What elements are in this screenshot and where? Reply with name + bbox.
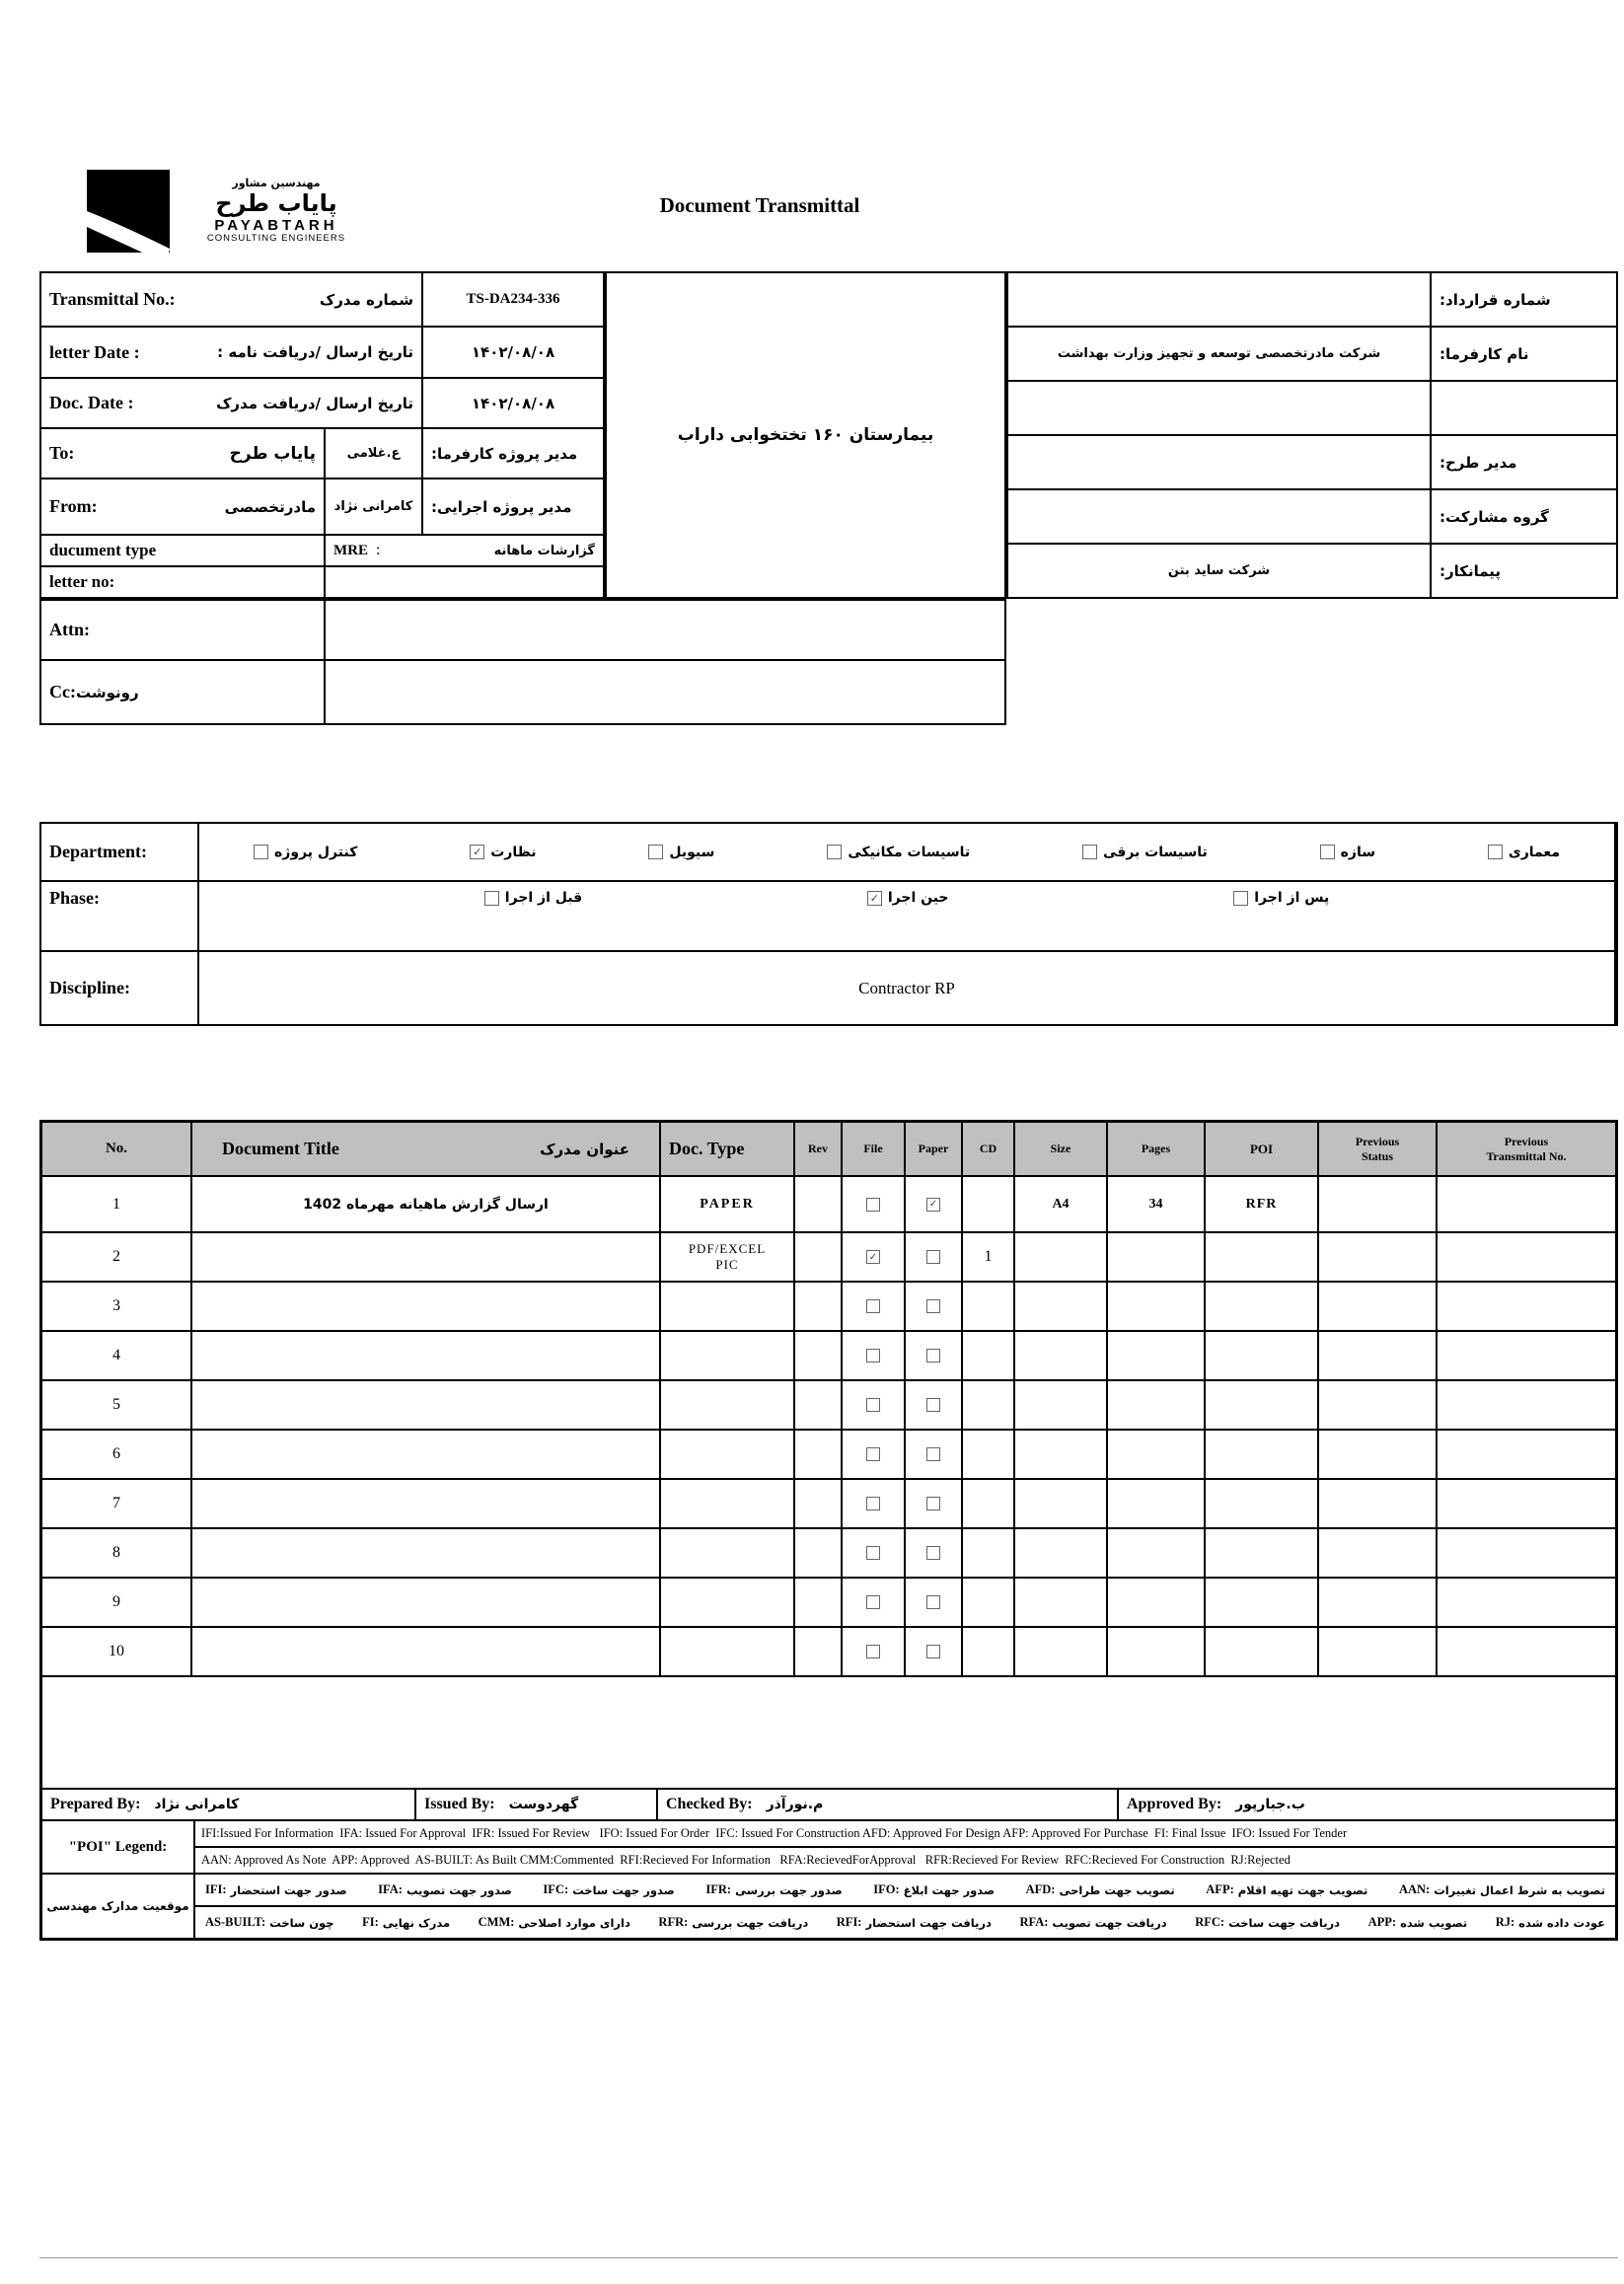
phase-option-after: پس از اجرا bbox=[1233, 890, 1329, 906]
contract-no-row bbox=[1008, 273, 1616, 326]
doc-date-value: ۱۴۰۲/۰۸/۰۸ bbox=[423, 379, 603, 427]
cc-row bbox=[41, 661, 1004, 723]
contractor-row bbox=[1008, 545, 1616, 597]
blank-label bbox=[1432, 382, 1616, 434]
header-rev: Rev bbox=[795, 1123, 841, 1175]
paper-checkbox[interactable] bbox=[926, 1398, 940, 1412]
dept-option-civil: سیویل bbox=[648, 845, 714, 860]
attn-cc-table bbox=[39, 599, 1006, 725]
page-footer-rule bbox=[39, 2257, 1618, 2258]
poi-legend-line1: IFI:Issued For Information IFA: Issued For Approval IFR: Issued For Review IFO: Issued For Order IFC: Issued For Construction AFD: Approved For Design AFP: Approved For Purchase FI: Final Issue IFO: Issued For Tender bbox=[195, 1821, 1615, 1846]
paper-checkbox[interactable] bbox=[926, 1349, 940, 1363]
doc-date-row bbox=[41, 379, 603, 427]
doc-row-4: 4 bbox=[42, 1332, 1615, 1379]
dept-checkbox-memari[interactable] bbox=[1488, 845, 1503, 859]
file-checkbox[interactable] bbox=[866, 1546, 880, 1560]
blank-row bbox=[1008, 382, 1616, 434]
header-size: Size bbox=[1015, 1123, 1106, 1175]
transmittal-no-row bbox=[41, 273, 603, 326]
header-doc-type: Doc. Type bbox=[661, 1123, 793, 1175]
header-paper: Paper bbox=[906, 1123, 961, 1175]
file-checkbox[interactable] bbox=[866, 1299, 880, 1313]
file-checkbox[interactable] bbox=[866, 1645, 880, 1658]
classification-table bbox=[39, 822, 1618, 1026]
transmittal-no-label-fa: شماره مدرک bbox=[319, 290, 413, 309]
documents-table-header bbox=[42, 1123, 1615, 1175]
header-no: No. bbox=[42, 1123, 190, 1175]
discipline-label: Discipline: bbox=[41, 952, 197, 1024]
approved-by: Approved By: ب.جبارپور bbox=[1119, 1790, 1615, 1819]
cc-label-fa: رونوشت bbox=[75, 683, 139, 701]
from-row bbox=[41, 479, 603, 534]
logo-fa-tagline: مهندسین مشاور bbox=[232, 177, 321, 189]
dept-checkbox-mechanical[interactable] bbox=[827, 845, 842, 859]
client-name-label: نام کارفرما: bbox=[1432, 328, 1616, 380]
doc-row-10: 10 bbox=[42, 1628, 1615, 1675]
file-checkbox[interactable] bbox=[866, 1349, 880, 1363]
dept-checkbox-project-control[interactable] bbox=[254, 845, 268, 859]
dept-checkbox-electrical[interactable] bbox=[1082, 845, 1097, 859]
dept-checkbox-civil[interactable] bbox=[648, 845, 663, 859]
doc-row-1: 1 ارسال گزارش ماهیانه مهرماه 1402 PAPER ✓ A4 34 RFR bbox=[42, 1177, 1615, 1231]
attn-label: Attn: bbox=[41, 601, 324, 659]
document-type-code: MRE bbox=[333, 543, 368, 558]
paper-checkbox[interactable] bbox=[926, 1250, 940, 1264]
attn-value bbox=[326, 601, 1004, 659]
dept-checkbox-supervision[interactable]: ✓ bbox=[470, 845, 484, 859]
letter-date-value: ۱۴۰۲/۰۸/۰۸ bbox=[423, 328, 603, 377]
partnership-label: گروه مشارکت: bbox=[1432, 490, 1616, 543]
from-value: مادرتخصصی bbox=[224, 497, 316, 516]
project-name-cell bbox=[605, 271, 1006, 599]
doc-row-3: 3 bbox=[42, 1283, 1615, 1330]
empty-table-area bbox=[42, 1677, 1615, 1788]
logo-en-tagline: CONSULTING ENGINEERS bbox=[206, 233, 346, 245]
to-row bbox=[41, 429, 603, 478]
file-checkbox[interactable] bbox=[866, 1447, 880, 1461]
issued-by: Issued By: گهردوست bbox=[416, 1790, 656, 1819]
to-role-label: مدیر پروژه کارفرما: bbox=[423, 429, 603, 478]
contractor-value: شرکت ساید بتن bbox=[1008, 545, 1430, 597]
file-checkbox[interactable]: ✓ bbox=[866, 1250, 880, 1264]
company-logo-icon bbox=[87, 170, 170, 257]
dept-option-project-control: کنترل پروژه bbox=[254, 845, 357, 860]
dept-checkbox-saze[interactable] bbox=[1320, 845, 1335, 859]
phase-label: Phase: bbox=[41, 882, 197, 950]
phase-checkbox-after[interactable] bbox=[1233, 891, 1248, 906]
contract-no-value bbox=[1008, 273, 1430, 326]
blank-value bbox=[1008, 382, 1430, 434]
doc-row-9: 9 bbox=[42, 1579, 1615, 1626]
partnership-row bbox=[1008, 490, 1616, 543]
prepared-by: Prepared By: کامرانی نژاد bbox=[42, 1790, 414, 1819]
partnership-value bbox=[1008, 490, 1430, 543]
doc-row-5: 5 bbox=[42, 1381, 1615, 1429]
to-label: To: bbox=[49, 443, 75, 463]
cc-label: Cc: bbox=[49, 682, 76, 701]
file-checkbox[interactable] bbox=[866, 1398, 880, 1412]
doc-row-2: 2 PDF/EXCEL PIC ✓ 1 bbox=[42, 1233, 1615, 1281]
poi-legend bbox=[42, 1821, 1615, 1873]
paper-checkbox[interactable] bbox=[926, 1645, 940, 1658]
paper-checkbox[interactable] bbox=[926, 1447, 940, 1461]
document-type-label: ducument type bbox=[41, 536, 324, 565]
phase-checkbox-before[interactable] bbox=[484, 891, 499, 906]
fa-legend-line1: IFI: صدور جهت استحضار IFA: صدور جهت تصویب IFC: صدور جهت ساخت IFR: صدور جهت بررسی IFO: صدور جهت ابلاغ AFD: تصویب جهت طراحی AFP: تصویب جهت تهیه اقلام AAN: تصویب به شرط اعمال تغییرات bbox=[195, 1875, 1615, 1905]
logo-en-name: PAYABTARH bbox=[214, 217, 338, 235]
poi-legend-label: "POI" Legend: bbox=[42, 1821, 193, 1873]
right-info-table bbox=[1006, 271, 1618, 599]
transmittal-info-section bbox=[39, 271, 1618, 725]
transmittal-no-label: Transmittal No.: bbox=[49, 289, 176, 309]
discipline-row bbox=[41, 952, 1616, 1024]
design-manager-value bbox=[1008, 436, 1430, 488]
cc-value bbox=[326, 661, 1004, 723]
documents-table bbox=[39, 1120, 1618, 1941]
header-file: File bbox=[843, 1123, 904, 1175]
dept-option-electrical: تاسیسات برقی bbox=[1082, 845, 1208, 860]
department-label: Department: bbox=[41, 824, 197, 880]
department-row bbox=[41, 824, 1616, 880]
from-label: From: bbox=[49, 496, 98, 516]
poi-legend-line2: AAN: Approved As Note APP: Approved AS-BUILT: As Built CMM:Commented RFI:Recieved For Information RFA:RecievedForApproval RFR:Recieved For Review RFC:Recieved For Construction RJ:Rejected bbox=[195, 1848, 1615, 1873]
letter-no-value bbox=[326, 567, 603, 597]
document-type-row bbox=[41, 536, 603, 565]
letter-date-label-fa: تاریخ ارسال /دریافت نامه : bbox=[217, 343, 413, 361]
document-type-colon: : bbox=[376, 542, 381, 558]
header-prev-status: Previous Status bbox=[1319, 1123, 1436, 1175]
header-title: Document Title عنوان مدرک bbox=[192, 1123, 659, 1175]
phase-option-before: قبل از اجرا bbox=[484, 890, 582, 906]
phase-checkbox-during[interactable]: ✓ bbox=[867, 891, 882, 906]
paper-checkbox[interactable] bbox=[926, 1546, 940, 1560]
dept-option-memari: معماری bbox=[1488, 845, 1560, 860]
header-prev-transmittal: Previous Transmittal No. bbox=[1438, 1123, 1615, 1175]
signatures-row bbox=[42, 1790, 1615, 1819]
client-name-row bbox=[1008, 328, 1616, 380]
letter-no-label: letter no: bbox=[41, 567, 324, 597]
letter-no-row bbox=[41, 567, 603, 597]
transmittal-no-value: TS-DA234-336 bbox=[423, 273, 603, 326]
fa-legend-label: موقعیت مدارک مهندسی bbox=[42, 1875, 193, 1938]
letter-date-row bbox=[41, 328, 603, 377]
doc-row-6: 6 bbox=[42, 1431, 1615, 1478]
dept-option-mechanical: تاسیسات مکانیکی bbox=[827, 845, 970, 860]
to-value: پایاب طرح bbox=[229, 443, 316, 464]
file-checkbox[interactable] bbox=[866, 1497, 880, 1510]
paper-checkbox[interactable] bbox=[926, 1299, 940, 1313]
doc-date-label-fa: تاریخ ارسال /دریافت مدرک bbox=[216, 394, 413, 412]
header-cd: CD bbox=[963, 1123, 1013, 1175]
contract-no-label: شماره قرارداد: bbox=[1432, 273, 1616, 326]
document-type-fa: گزارشات ماهانه bbox=[493, 543, 595, 558]
logo-swoosh-icon bbox=[87, 170, 170, 257]
paper-checkbox[interactable]: ✓ bbox=[926, 1198, 940, 1212]
letter-date-label: letter Date : bbox=[49, 341, 140, 362]
header-poi: POI bbox=[1206, 1123, 1317, 1175]
from-role-label: مدیر پروژه اجرایی: bbox=[423, 479, 603, 534]
doc-row-7: 7 bbox=[42, 1480, 1615, 1527]
dept-option-saze: سازه bbox=[1320, 845, 1375, 860]
header-pages: Pages bbox=[1108, 1123, 1204, 1175]
fa-legend bbox=[42, 1875, 1615, 1938]
company-logo-text bbox=[178, 178, 375, 245]
file-checkbox[interactable] bbox=[866, 1198, 880, 1212]
doc-row-8: 8 bbox=[42, 1529, 1615, 1577]
design-manager-label: مدیر طرح: bbox=[1432, 436, 1616, 488]
paper-checkbox[interactable] bbox=[926, 1595, 940, 1609]
checked-by: Checked By: م.نورآذر bbox=[658, 1790, 1117, 1819]
phase-row bbox=[41, 882, 1616, 950]
discipline-value: Contractor RP bbox=[199, 952, 1614, 1024]
design-manager-row bbox=[1008, 436, 1616, 488]
file-checkbox[interactable] bbox=[866, 1595, 880, 1609]
attn-row bbox=[41, 601, 1004, 659]
contractor-label: پیمانکار: bbox=[1432, 545, 1616, 597]
from-person: کامرانی نژاد bbox=[326, 479, 421, 534]
client-name-value: شرکت مادرتخصصی توسعه و تجهیز وزارت بهداشت bbox=[1008, 328, 1430, 380]
paper-checkbox[interactable] bbox=[926, 1497, 940, 1510]
dept-option-supervision: نظارت ✓ bbox=[470, 845, 536, 860]
to-person: ع.غلامی bbox=[326, 429, 421, 478]
phase-option-during: حین اجرا ✓ bbox=[867, 890, 949, 906]
logo-fa-name: پایاب طرح bbox=[215, 188, 337, 217]
fa-legend-line2: AS-BUILT: چون ساخت FI: مدرک نهایی CMM: دارای موارد اصلاحی RFR: دریافت جهت بررسی RFI: دریافت جهت استحضار RFA: دریافت جهت تصویب RFC: دریافت جهت ساخت APP: تصویب شده RJ: عودت داده شده bbox=[195, 1907, 1615, 1938]
page-title: Document Transmittal bbox=[659, 193, 860, 217]
doc-date-label: Doc. Date : bbox=[49, 393, 134, 412]
project-name: بیمارستان ۱۶۰ تختخوابی داراب bbox=[677, 425, 934, 445]
left-info-table bbox=[39, 271, 605, 599]
